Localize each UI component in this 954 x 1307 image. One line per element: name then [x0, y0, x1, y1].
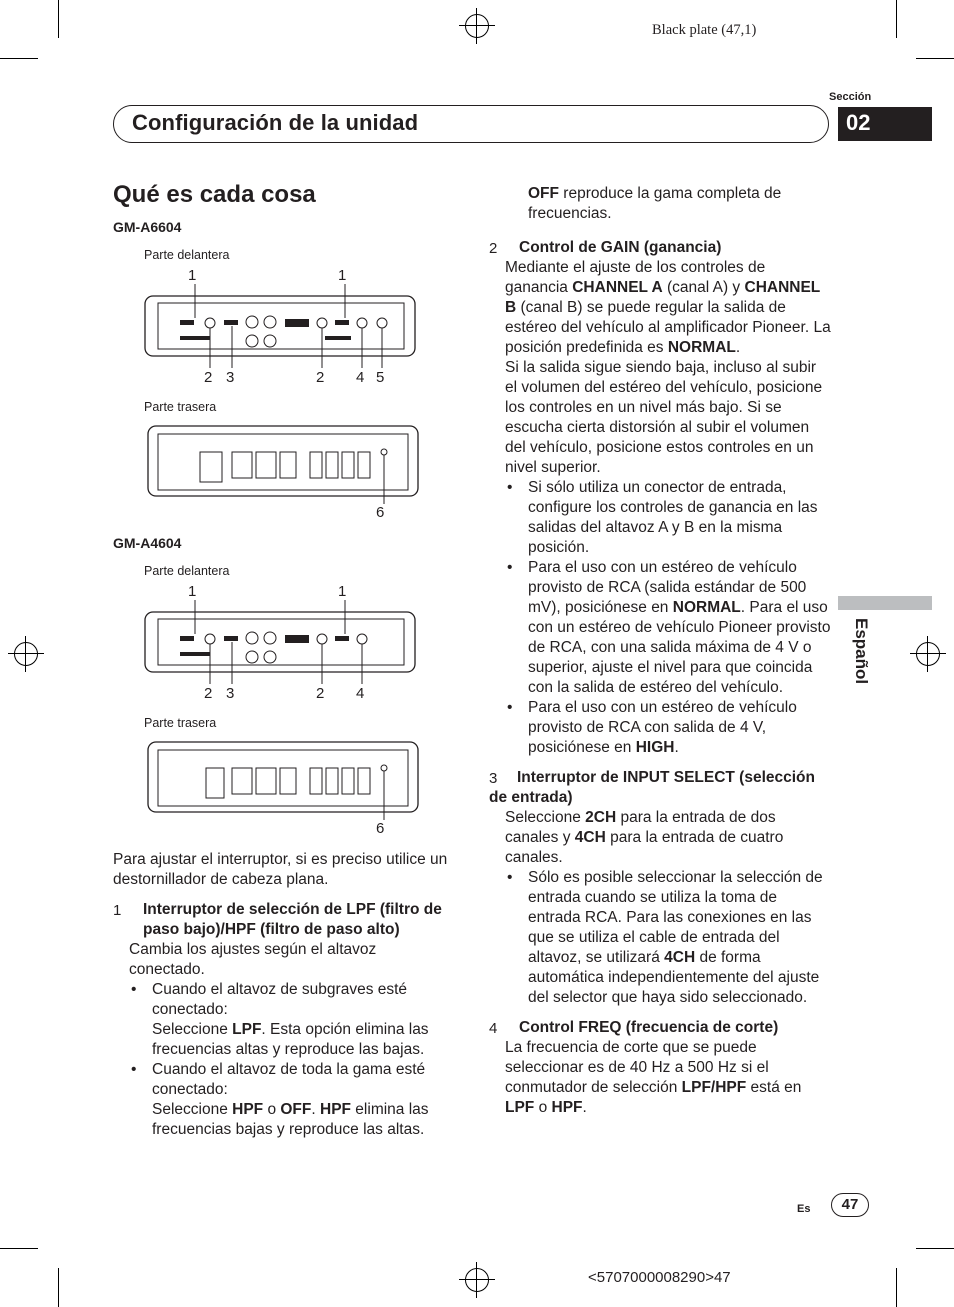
- item-1-heading: [113, 900, 453, 940]
- model-label: GM-A6604: [113, 219, 182, 235]
- crop-mark: [916, 1248, 954, 1249]
- callout-1: 1: [338, 583, 347, 600]
- item-1-title: Interruptor de selección de LPF (filtro de paso bajo)/HPF (filtro de paso alto): [143, 901, 442, 938]
- item-4-text: La frecuencia de corte que se puede seleccionar es de 40 Hz a 500 Hz si el conmutador de selección LPF/HPF está en LPF o HPF.: [505, 1039, 802, 1116]
- print-code: <5707000008290>47: [588, 1269, 731, 1286]
- item-number: 1: [113, 902, 122, 919]
- callout-1: 1: [188, 583, 197, 600]
- list-item: • Sólo es posible seleccionar la selección de entrada cuando se utiliza la toma de entrada RCA. Para las conexiones en las que se utiliza el cable de entrada del altavoz, se utilizará 4CH de forma automática independientemente del ajuste del selector que haya sido seleccionado.: [507, 869, 823, 1006]
- amplifier-rear-diagram: [140, 418, 430, 522]
- list-item: • Para el uso con un estéreo de vehículo provisto de RCA (salida estándar de 500 mV), posiciónese en NORMAL. Para el uso con un estéreo de vehículo Pioneer provisto de RCA, con una salida máxima de 4 V o superior, ajuste el nivel para que coincida con la salida de estéreo del vehículo.: [507, 559, 831, 696]
- callout-4: 4: [356, 685, 365, 702]
- list-item: • Si sólo utiliza un conector de entrada, configure los controles de ganancia en las salidas del altavoz A y B en la misma posición.: [507, 479, 818, 556]
- amplifier-rear-diagram: [140, 734, 430, 838]
- page-number: 47: [831, 1193, 869, 1217]
- registration-mark: [910, 636, 946, 672]
- language-code: Es: [797, 1203, 811, 1215]
- callout-5: 5: [376, 369, 385, 386]
- item-2-text: Mediante el ajuste de los controles de ganancia CHANNEL A (canal A) y CHANNEL B (canal B) se puede regular la salida de estéreo del vehículo al amplificador Pioneer. La posición predefinida es NORMAL.: [505, 259, 831, 356]
- registration-mark: [8, 636, 44, 672]
- callout-1: 1: [188, 267, 197, 284]
- callout-2: 2: [316, 685, 325, 702]
- callout-6: 6: [376, 504, 385, 521]
- language-label: Español: [852, 618, 871, 685]
- item-2-text: Si la salida sigue siendo baja, incluso al subir el volumen del estéreo del vehículo, posicione los controles en un nivel más bajo. Si se escucha cierta distorsión al subir el volumen del vehículo, posicione estos controles en un nivel superior.: [505, 359, 823, 476]
- callout-3: 3: [226, 369, 235, 386]
- section-number-box: [838, 107, 932, 141]
- figure-caption: Parte delantera: [144, 248, 230, 262]
- bullet-text: Cuando el altavoz de subgraves esté conectado:: [152, 981, 408, 1018]
- figure-caption: Parte trasera: [144, 400, 217, 414]
- item-3-title: Interruptor de INPUT SELECT (selección de entrada): [489, 769, 815, 806]
- callout-2: 2: [204, 369, 213, 386]
- list-item: • Cuando el altavoz de subgraves esté conectado: Seleccione LPF. Esta opción elimina las frecuencias altas y reproduce las bajas.: [113, 980, 453, 1060]
- item-4-title: Control FREQ (frecuencia de corte): [519, 1019, 779, 1036]
- section-label: Sección: [829, 91, 872, 103]
- item-number: 2: [489, 240, 498, 257]
- item-number: 4: [489, 1020, 498, 1037]
- crop-mark: [896, 1268, 897, 1307]
- figure-caption: Parte delantera: [144, 564, 230, 578]
- callout-4: 4: [356, 369, 365, 386]
- item-1-text: Cambia los ajustes según el altavoz conectado.: [129, 941, 377, 978]
- crop-mark: [916, 58, 954, 59]
- right-column: [489, 184, 832, 1118]
- intro-paragraph: Para ajustar el interruptor, si es preciso utilice un destornillador de cabeza plana.: [113, 851, 448, 888]
- section-number: 02: [846, 110, 871, 135]
- model-label: GM-A4604: [113, 535, 182, 551]
- item-number: 3: [489, 770, 498, 787]
- language-tab: [838, 596, 932, 610]
- registration-mark: [459, 1262, 495, 1298]
- crop-mark: [0, 1248, 38, 1249]
- bullet-text: Seleccione HPF o OFF. HPF elimina las frecuencias bajas y reproduce las altas.: [152, 1101, 429, 1138]
- section-title: Configuración de la unidad: [132, 110, 419, 135]
- item-2-title: Control de GAIN (ganancia): [519, 239, 722, 256]
- bullet-text: Seleccione LPF. Esta opción elimina las frecuencias altas y reproduce las bajas.: [152, 1021, 429, 1058]
- callout-1: 1: [338, 267, 347, 284]
- list-item: • Cuando el altavoz de toda la gama esté conectado: Seleccione HPF o OFF. HPF elimina las frecuencias bajas y reproduce las altas.: [113, 1060, 453, 1140]
- callout-3: 3: [226, 685, 235, 702]
- amplifier-front-diagram: [140, 582, 430, 706]
- list-item: • Para el uso con un estéreo de vehículo provisto de RCA con salida de 4 V, posiciónese en HIGH.: [507, 699, 797, 756]
- item-3-text: Seleccione 2CH para la entrada de dos canales y 4CH para la entrada de cuatro canales.: [505, 809, 784, 866]
- left-column: [113, 850, 453, 1140]
- crop-mark: [896, 0, 897, 38]
- crop-mark: [0, 58, 38, 59]
- item-2-heading: [489, 238, 832, 258]
- callout-6: 6: [376, 820, 385, 837]
- callout-2: 2: [204, 685, 213, 702]
- plate-info: Black plate (47,1): [652, 22, 757, 38]
- list-item: OFF reproduce la gama completa de frecuencias.: [528, 185, 782, 222]
- registration-mark: [459, 8, 495, 44]
- crop-mark: [58, 1268, 59, 1307]
- figure-caption: Parte trasera: [144, 716, 217, 730]
- page-title: Qué es cada cosa: [113, 181, 316, 208]
- amplifier-front-diagram: [140, 266, 430, 390]
- item-3-heading: [489, 768, 832, 808]
- section-title-bar: [113, 105, 829, 143]
- callout-2: 2: [316, 369, 325, 386]
- crop-mark: [58, 0, 59, 38]
- item-4-heading: [489, 1018, 832, 1038]
- bullet-text: Cuando el altavoz de toda la gama esté conectado:: [152, 1061, 426, 1098]
